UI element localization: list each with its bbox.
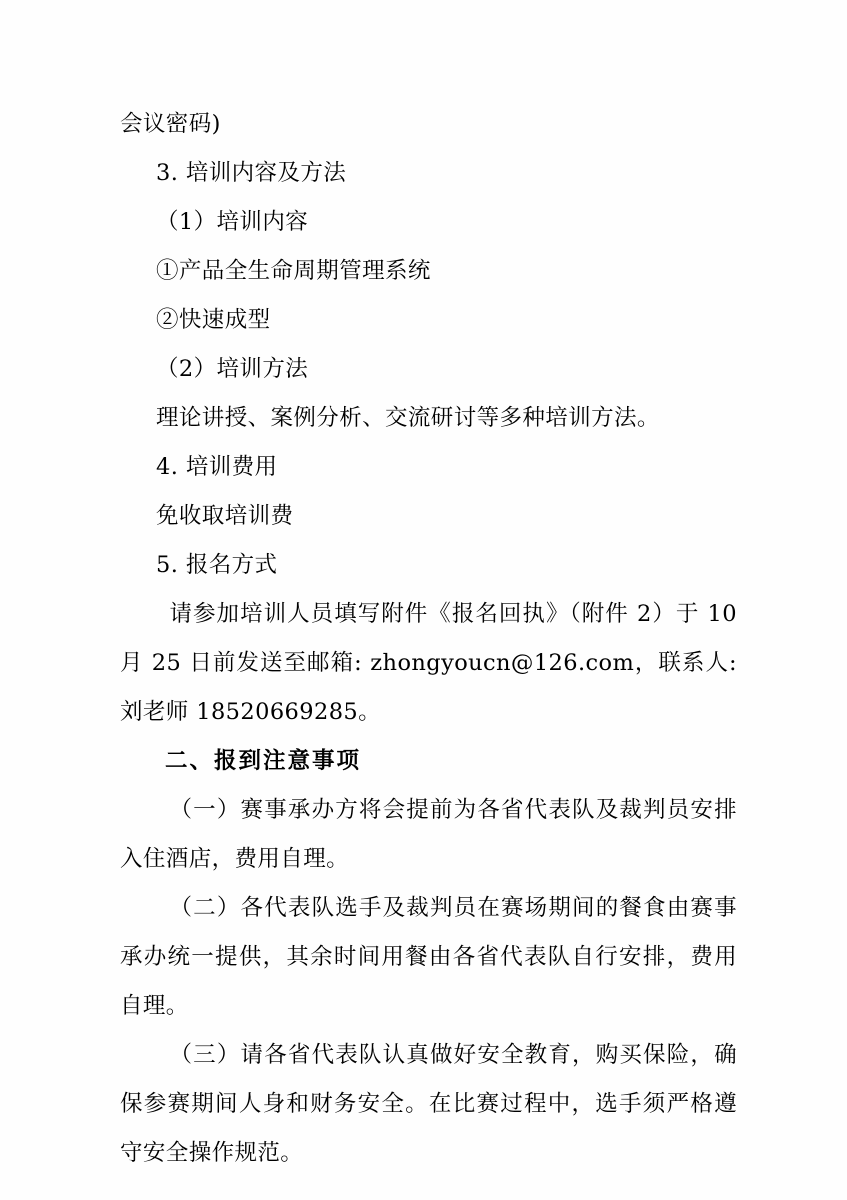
paragraph-training-content-head: 3. 培训内容及方法 [156, 160, 347, 186]
paragraph-training-method-body: 理论讲授、案例分析、交流研讨等多种培训方法。 [156, 405, 660, 431]
paragraph-training-fee-head: 4. 培训费用 [156, 454, 278, 480]
paragraph-training-fee-body: 免收取培训费 [156, 503, 294, 529]
paragraph-training-content-1: （1）培训内容 [156, 209, 309, 235]
paragraph-note-meals: （二）各代表队选手及裁判员在赛场期间的餐食由赛事承办统一提供，其余时间用餐由各省代表队自行安排，费用自理。 [120, 895, 737, 1019]
section-heading-checkin-notes: 二、报到注意事项 [165, 748, 362, 774]
paragraph-note-hotel: （一）赛事承办方将会提前为各省代表队及裁判员安排入住酒店，费用自理。 [120, 797, 737, 872]
paragraph-registration-body: 请参加培训人员填写附件《报名回执》（附件 2）于 10 月 25 日前发送至邮箱: zhongyoucn@126.com，联系人: 刘老师 18520669285。 [120, 601, 745, 725]
paragraph-item-plm-system: ①产品全生命周期管理系统 [156, 258, 431, 284]
document-body [120, 100, 745, 1178]
paragraph-meeting-password: 会议密码) [120, 111, 221, 137]
paragraph-item-rapid-prototype: ②快速成型 [156, 307, 271, 333]
paragraph-training-method-head: （2）培训方法 [156, 356, 309, 382]
paragraph-registration-head: 5. 报名方式 [156, 552, 278, 578]
paragraph-note-safety: （三）请各省代表队认真做好安全教育，购买保险，确保参赛期间人身和财务安全。在比赛过程中，选手须严格遵守安全操作规范。 [120, 1042, 737, 1166]
